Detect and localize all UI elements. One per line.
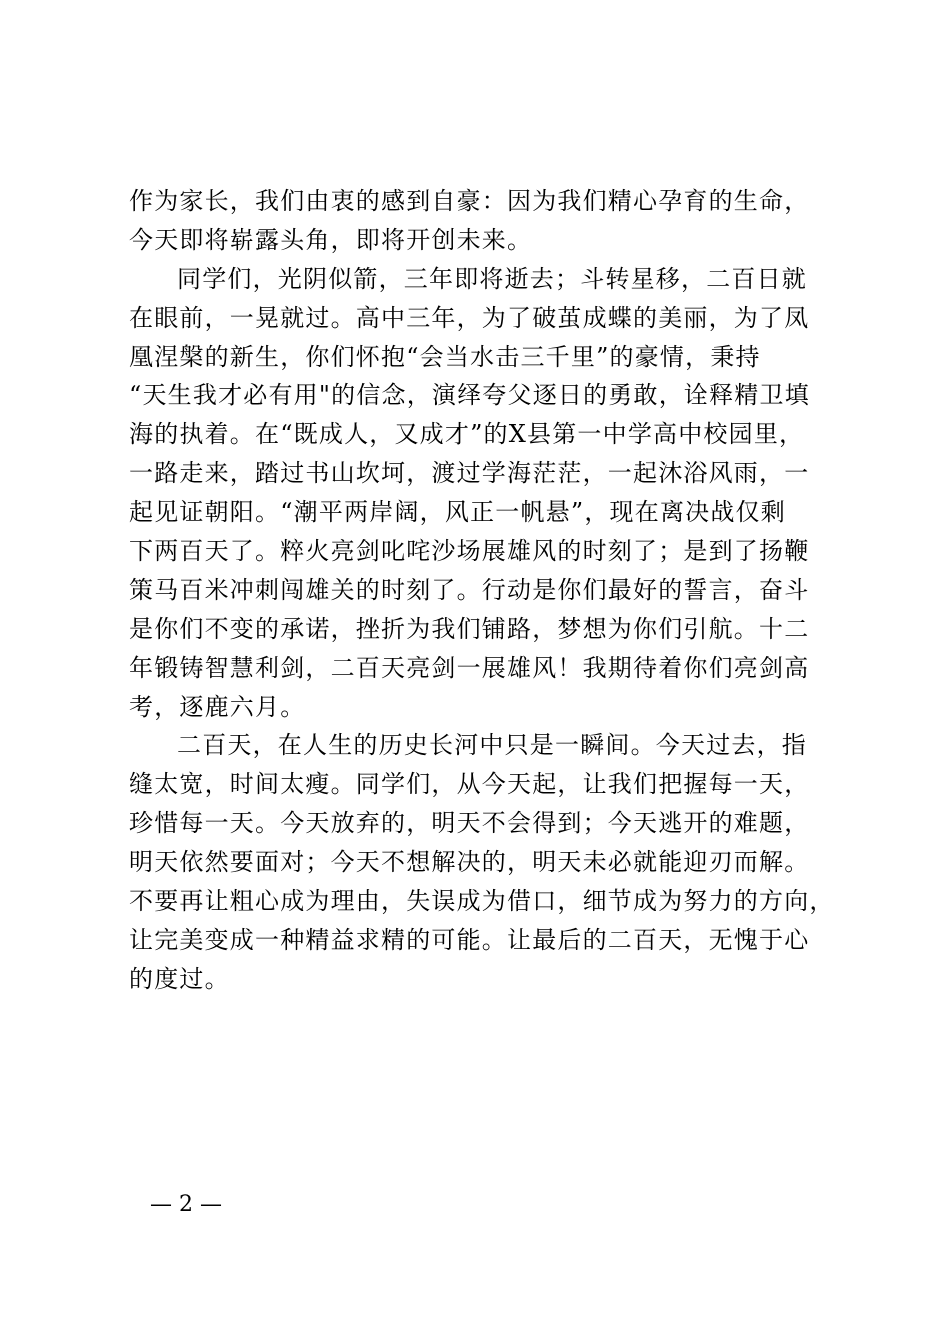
text-line: 海的执着。在“既成人，又成才”的X县第一中学高中校园里， [129, 420, 805, 449]
text-line: 是你们不变的承诺，挫折为我们铺路，梦想为你们引航。十二 [129, 614, 810, 643]
text-line: 缝太宽，时间太瘦。同学们，从今天起，让我们把握每一天， [129, 770, 810, 799]
text-line: 一路走来，踏过书山坎坷，渡过学海茫茫，一起沐浴风雨，一 [129, 459, 810, 488]
text-line: 在眼前，一晃就过。高中三年，为了破茧成蝶的美丽，为了凤 [129, 303, 810, 332]
text-line: 考，逐鹿六月。 [129, 692, 306, 721]
text-line: 策马百米冲刺闯雄关的时刻了。行动是你们最好的誓言，奋斗 [129, 575, 810, 604]
text-line: 凰涅槃的新生，你们怀抱“会当水击三千里”的豪情，秉持 [129, 342, 761, 371]
page-number: — 2 — [150, 1192, 222, 1217]
text-line: 不要再让粗心成为理由，失误成为借口，细节成为努力的方向， [129, 887, 835, 916]
text-line: 的度过。 [129, 964, 230, 993]
text-line: 二百天，在人生的历史长河中只是一瞬间。今天过去，指 [177, 731, 807, 760]
text-line: 同学们，光阴似箭，三年即将逝去；斗转星移，二百日就 [177, 264, 807, 293]
text-line: 下两百天了。粹火亮剑叱咤沙场展雄风的时刻了；是到了扬鞭 [129, 537, 810, 566]
text-line: 珍惜每一天。今天放弃的，明天不会得到；今天逃开的难题， [129, 809, 810, 838]
text-line: 起见证朝阳。“潮平两岸阔，风正一帆悬”，现在离决战仅剩 [129, 498, 786, 527]
body-text [129, 182, 849, 999]
text-line: 让完美变成一种精益求精的可能。让最后的二百天，无愧于心 [129, 925, 810, 954]
text-line: 年锻铸智慧利剑，二百天亮剑一展雄风！我期待着你们亮剑高 [129, 653, 810, 682]
text-line: “天生我才必有用"的信念，演绎夸父逐日的勇敢，诠释精卫填 [129, 381, 810, 410]
text-line: 明天依然要面对；今天不想解决的，明天未必就能迎刃而解。 [129, 848, 810, 877]
text-line: 作为家长，我们由衷的感到自豪：因为我们精心孕育的生命， [129, 187, 810, 215]
text-line: 今天即将崭露头角，即将开创未来。 [129, 225, 533, 254]
